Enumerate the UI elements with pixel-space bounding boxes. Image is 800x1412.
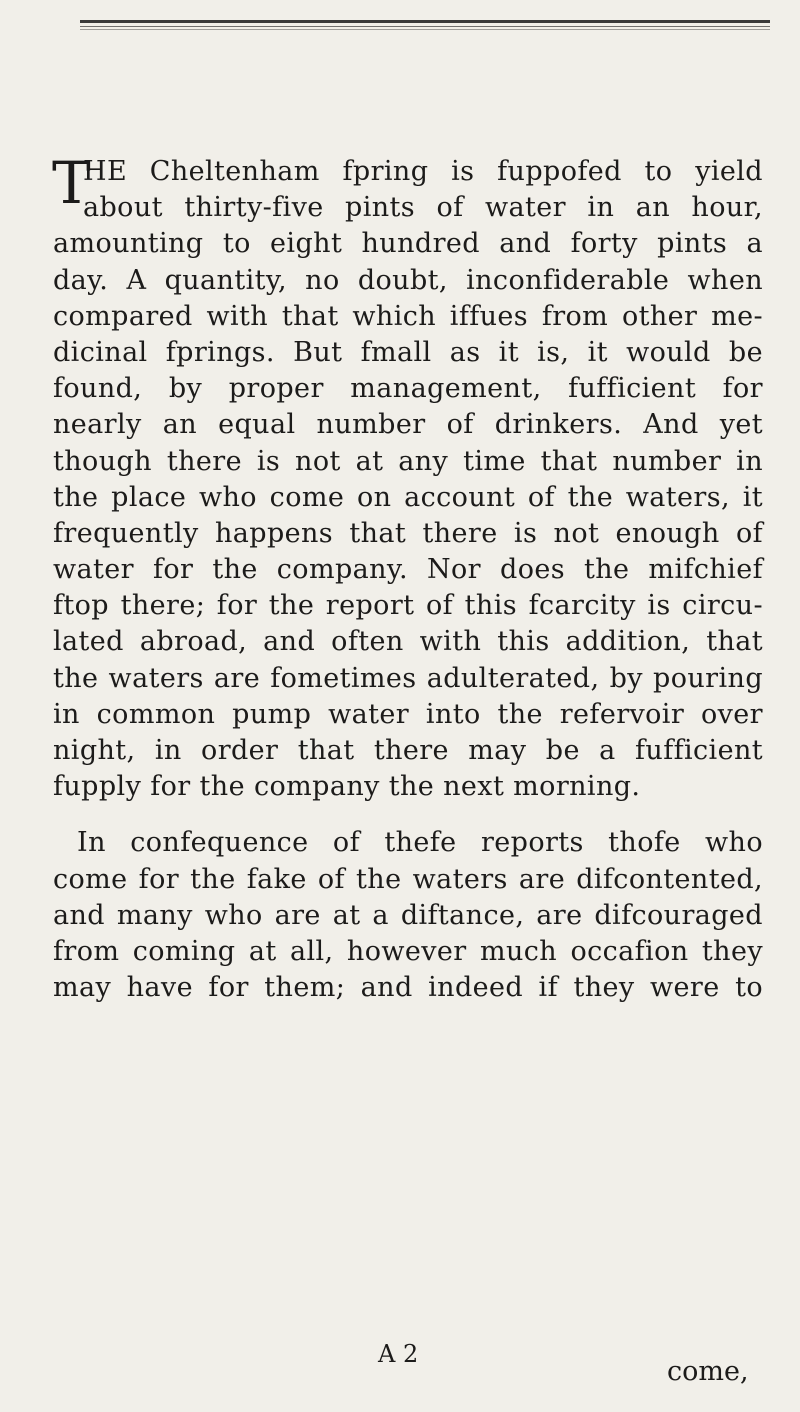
text-line: may have for them; and indeed if they were to <box>53 972 763 1004</box>
text-line: nearly an equal number of drinkers. And yet <box>53 409 763 441</box>
text-line: dicinal fprings. But fmall as it is, it would be <box>53 336 763 368</box>
text-line: though there is not at any time that number in <box>53 445 763 477</box>
paragraph-1 <box>52 149 763 805</box>
drop-cap: T <box>52 149 91 217</box>
header-rule <box>80 20 770 23</box>
text-line: water for the company. Nor does the mifchief <box>53 554 763 586</box>
text-line: day. A quantity, no doubt, inconfiderable when <box>53 264 763 296</box>
text-line: ftop there; for the report of this fcarcity is circu- <box>53 590 763 622</box>
text-line: amounting to eight hundred and forty pints a <box>53 228 763 260</box>
paragraph-2 <box>53 825 763 1006</box>
text-line: frequently happens that there is not enough of <box>53 517 763 549</box>
text-line: from coming at all, however much occafion they <box>53 935 763 967</box>
header-rule-faint <box>80 29 770 30</box>
signature-mark: A 2 <box>378 1340 419 1368</box>
text-line: in common pump water into the refervoir over <box>53 698 763 730</box>
catchword: come, <box>667 1356 749 1387</box>
text-line: compared with that which iffues from other me- <box>53 300 763 332</box>
text-line: lated abroad, and often with this addition, that <box>53 626 763 658</box>
text-line: HE Cheltenham fpring is fuppofed to yield <box>83 156 763 187</box>
text-line: the waters are fometimes adulterated, by pouring <box>53 662 763 694</box>
text-line: come for the fake of the waters are difcontented, <box>53 863 763 895</box>
text-line: night, in order that there may be a fufficient <box>53 735 763 766</box>
text-line: fupply for the company the next morning. <box>53 771 641 803</box>
body-text <box>52 149 763 1006</box>
text-line: found, by proper management, fufficient for <box>53 373 763 405</box>
text-line: and many who are at a diftance, are difcouraged <box>53 899 763 931</box>
text-line: the place who come on account of the waters, it <box>53 481 763 513</box>
header-rule-thin <box>80 26 770 27</box>
text-line: about thirty-five pints of water in an hour, <box>83 192 763 224</box>
text-line: In confequence of thefe reports thofe who <box>77 827 763 859</box>
